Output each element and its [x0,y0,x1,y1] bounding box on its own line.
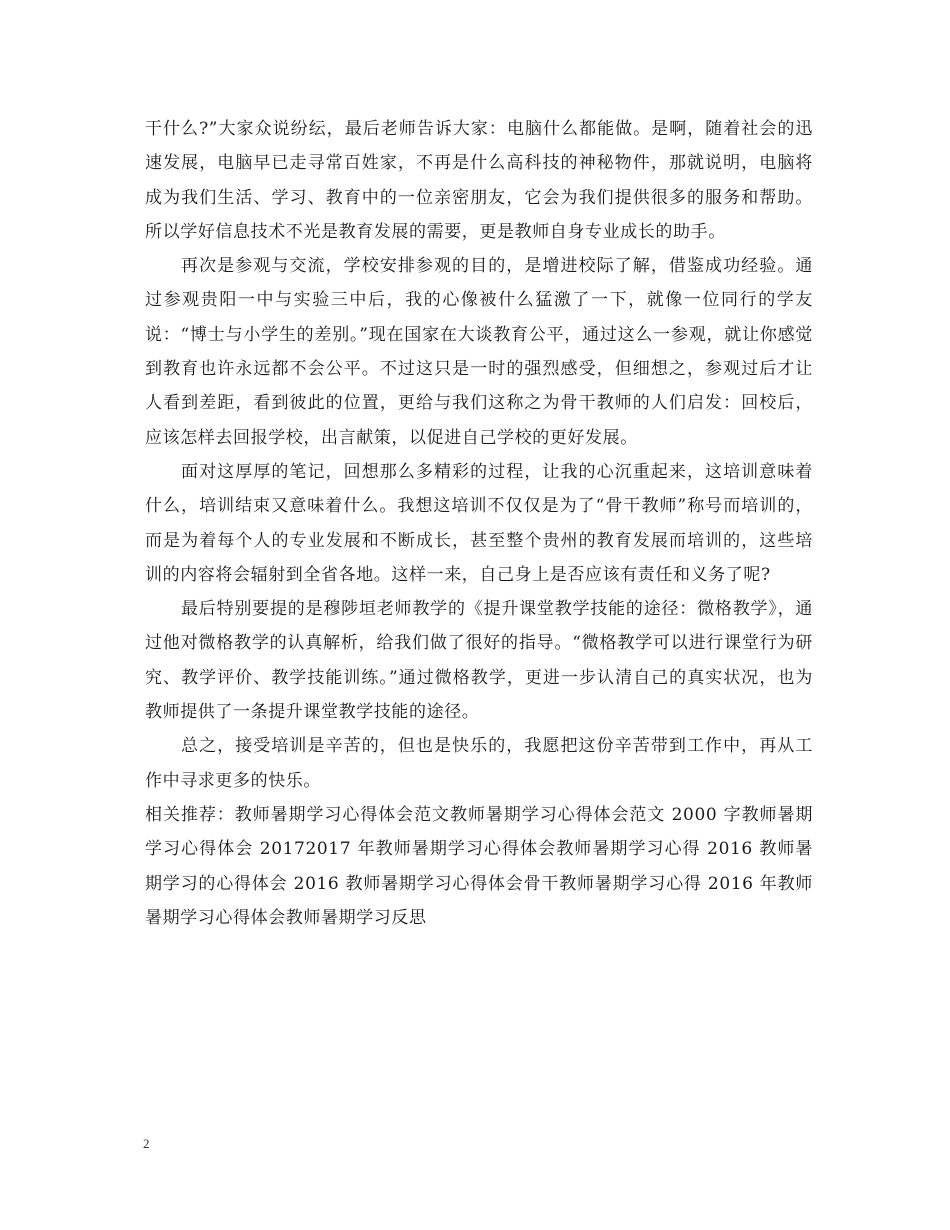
paragraph-2: 再次是参观与交流，学校安排参观的目的，是增进校际了解，借鉴成功经验。通过参观贵阳一中与实验三中后，我的心像被什么猛激了一下，就像一位同行的学友说：“博士与小学生的差别。”现在国家在大谈教育公平，通过这么一参观，就让你感觉到教育也许永远都不会公平。不过这只是一时的强烈感受，但细想之，参观过后才让人看到差距，看到彼此的位置，更给与我们这称之为骨干教师的人们启发：回校后，应该怎样去回报学校，出言献策，以促进自己学校的更好发展。 [145,256,813,448]
document-body [145,112,813,935]
paragraph-3: 面对这厚厚的笔记，回想那么多精彩的过程，让我的心沉重起来，这培训意味着什么，培训结束又意味着什么。我想这培训不仅仅是为了“骨干教师”称号而培训的，而是为着每个人的专业发展和不断成长，甚至整个贵州的教育发展而培训的，这些培训的内容将会辐射到全省各地。这样一来，自己身上是否应该有责任和义务了呢? [145,461,813,585]
paragraph-5: 总之，接受培训是辛苦的，但也是快乐的，我愿把这份辛苦带到工作中，再从工作中寻求更多的快乐。 [145,736,813,791]
paragraph-4: 最后特别要提的是穆陟垣老师教学的《提升课堂教学技能的途径：微格教学》，通过他对微格教学的认真解析，给我们做了很好的指导。“微格教学可以进行课堂行为研究、教学评价、教学技能训练。”通过微格教学，更进一步认清自己的真实状况，也为教师提供了一条提升课堂教学技能的途径。 [145,599,813,723]
paragraph-1: 干什么?”大家众说纷纭，最后老师告诉大家：电脑什么都能做。是啊，随着社会的迅速发展，电脑早已走寻常百姓家，不再是什么高科技的神秘物件，那就说明，电脑将成为我们生活、学习、教育中的一位亲密朋友，它会为我们提供很多的服务和帮助。所以学好信息技术不光是教育发展的需要，更是教师自身专业成长的助手。 [145,119,813,242]
page-number: 2 [143,1136,150,1151]
related-recommendations: 相关推荐：教师暑期学习心得体会范文教师暑期学习心得体会范文 2000 字教师暑期学习心得体会 20172017 年教师暑期学习心得体会教师暑期学习心得 2016 教师暑期学习的心得体会 2016 教师暑期学习心得体会骨干教师暑期学习心得 2016 年教师暑期学习心得体会教师暑期学习反思 [145,804,813,928]
